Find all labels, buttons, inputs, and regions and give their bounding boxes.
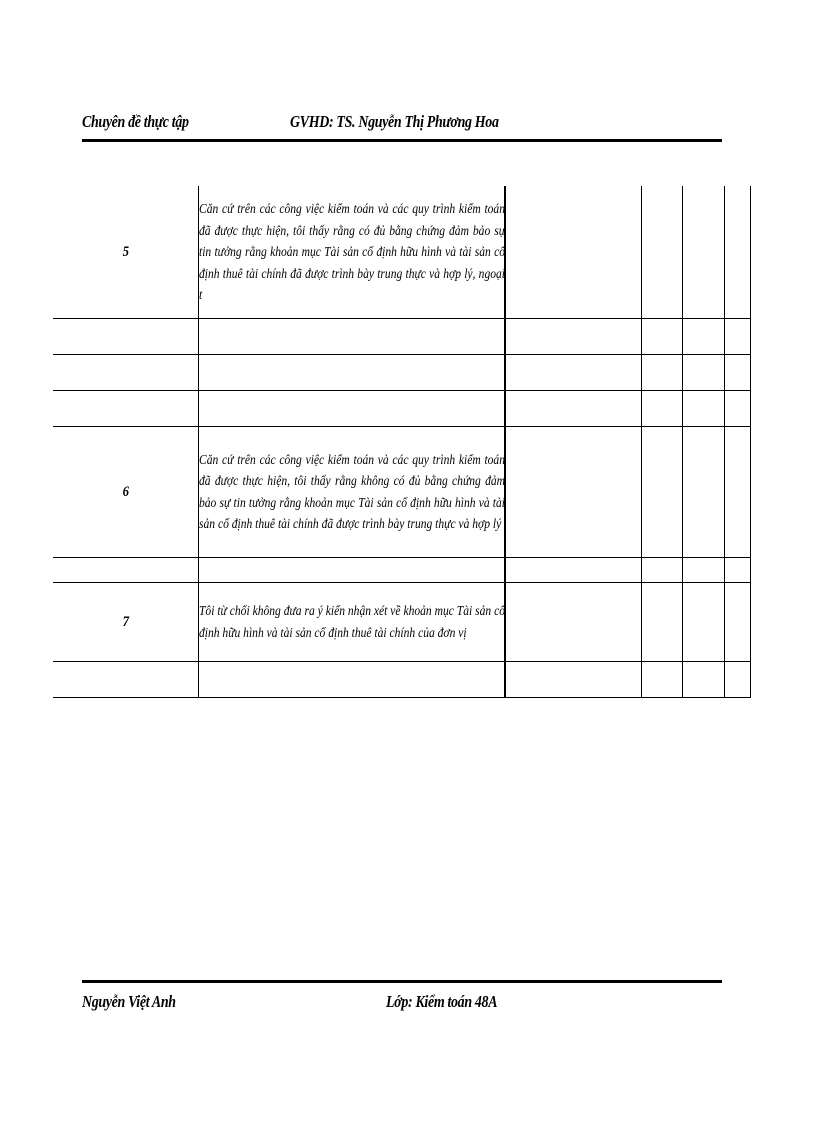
row-text: Căn cứ trên các công việc kiểm toán và các quy trình kiểm toán đã được thực hiện, tôi thấy rằng không có đủ bằng chứng đảm bảo sự tin tưởng rằng khoản mục Tài sản cố định hữu hình và tài sản cố định thuê tài chính đã được trình bày trung thực và hợp lý	[198, 451, 505, 531]
footer-class: Lớp: Kiểm toán 48A	[386, 992, 498, 1011]
row-text: Tôi từ chối không đưa ra ý kiến nhận xét về khoản mục Tài sản cố định hữu hình và tài sản cố định thuê tài chính của đơn vị	[198, 603, 505, 640]
row-number: 5	[122, 243, 129, 260]
table-row	[53, 390, 750, 426]
footer-rule	[82, 980, 722, 983]
table-row	[53, 426, 750, 557]
table-row	[53, 354, 750, 390]
header-supervisor: GVHD: TS. Nguyễn Thị Phương Hoa	[290, 112, 499, 131]
row-number: 6	[122, 483, 129, 500]
header-rule	[82, 139, 722, 142]
row-number: 7	[122, 613, 129, 630]
table-row	[53, 186, 750, 318]
row-text: Căn cứ trên các công việc kiểm toán và các quy trình kiểm toán đã được thực hiện, tôi thấy rằng có đủ bằng chứng đảm bảo sự tin tưởng rằng khoản mục Tài sản cố định hữu hình và tài sản cố định thuê tài chính đã được trình bày trung thực và hợp lý, ngoại t	[198, 201, 505, 302]
header-left-title: Chuyên đề thực tập	[82, 112, 189, 131]
footer-author: Nguyễn Việt Anh	[82, 992, 176, 1011]
table-row	[53, 582, 750, 661]
table-row	[53, 557, 750, 582]
audit-opinion-table	[53, 186, 751, 698]
table-row	[53, 661, 750, 697]
table-row	[53, 318, 750, 354]
